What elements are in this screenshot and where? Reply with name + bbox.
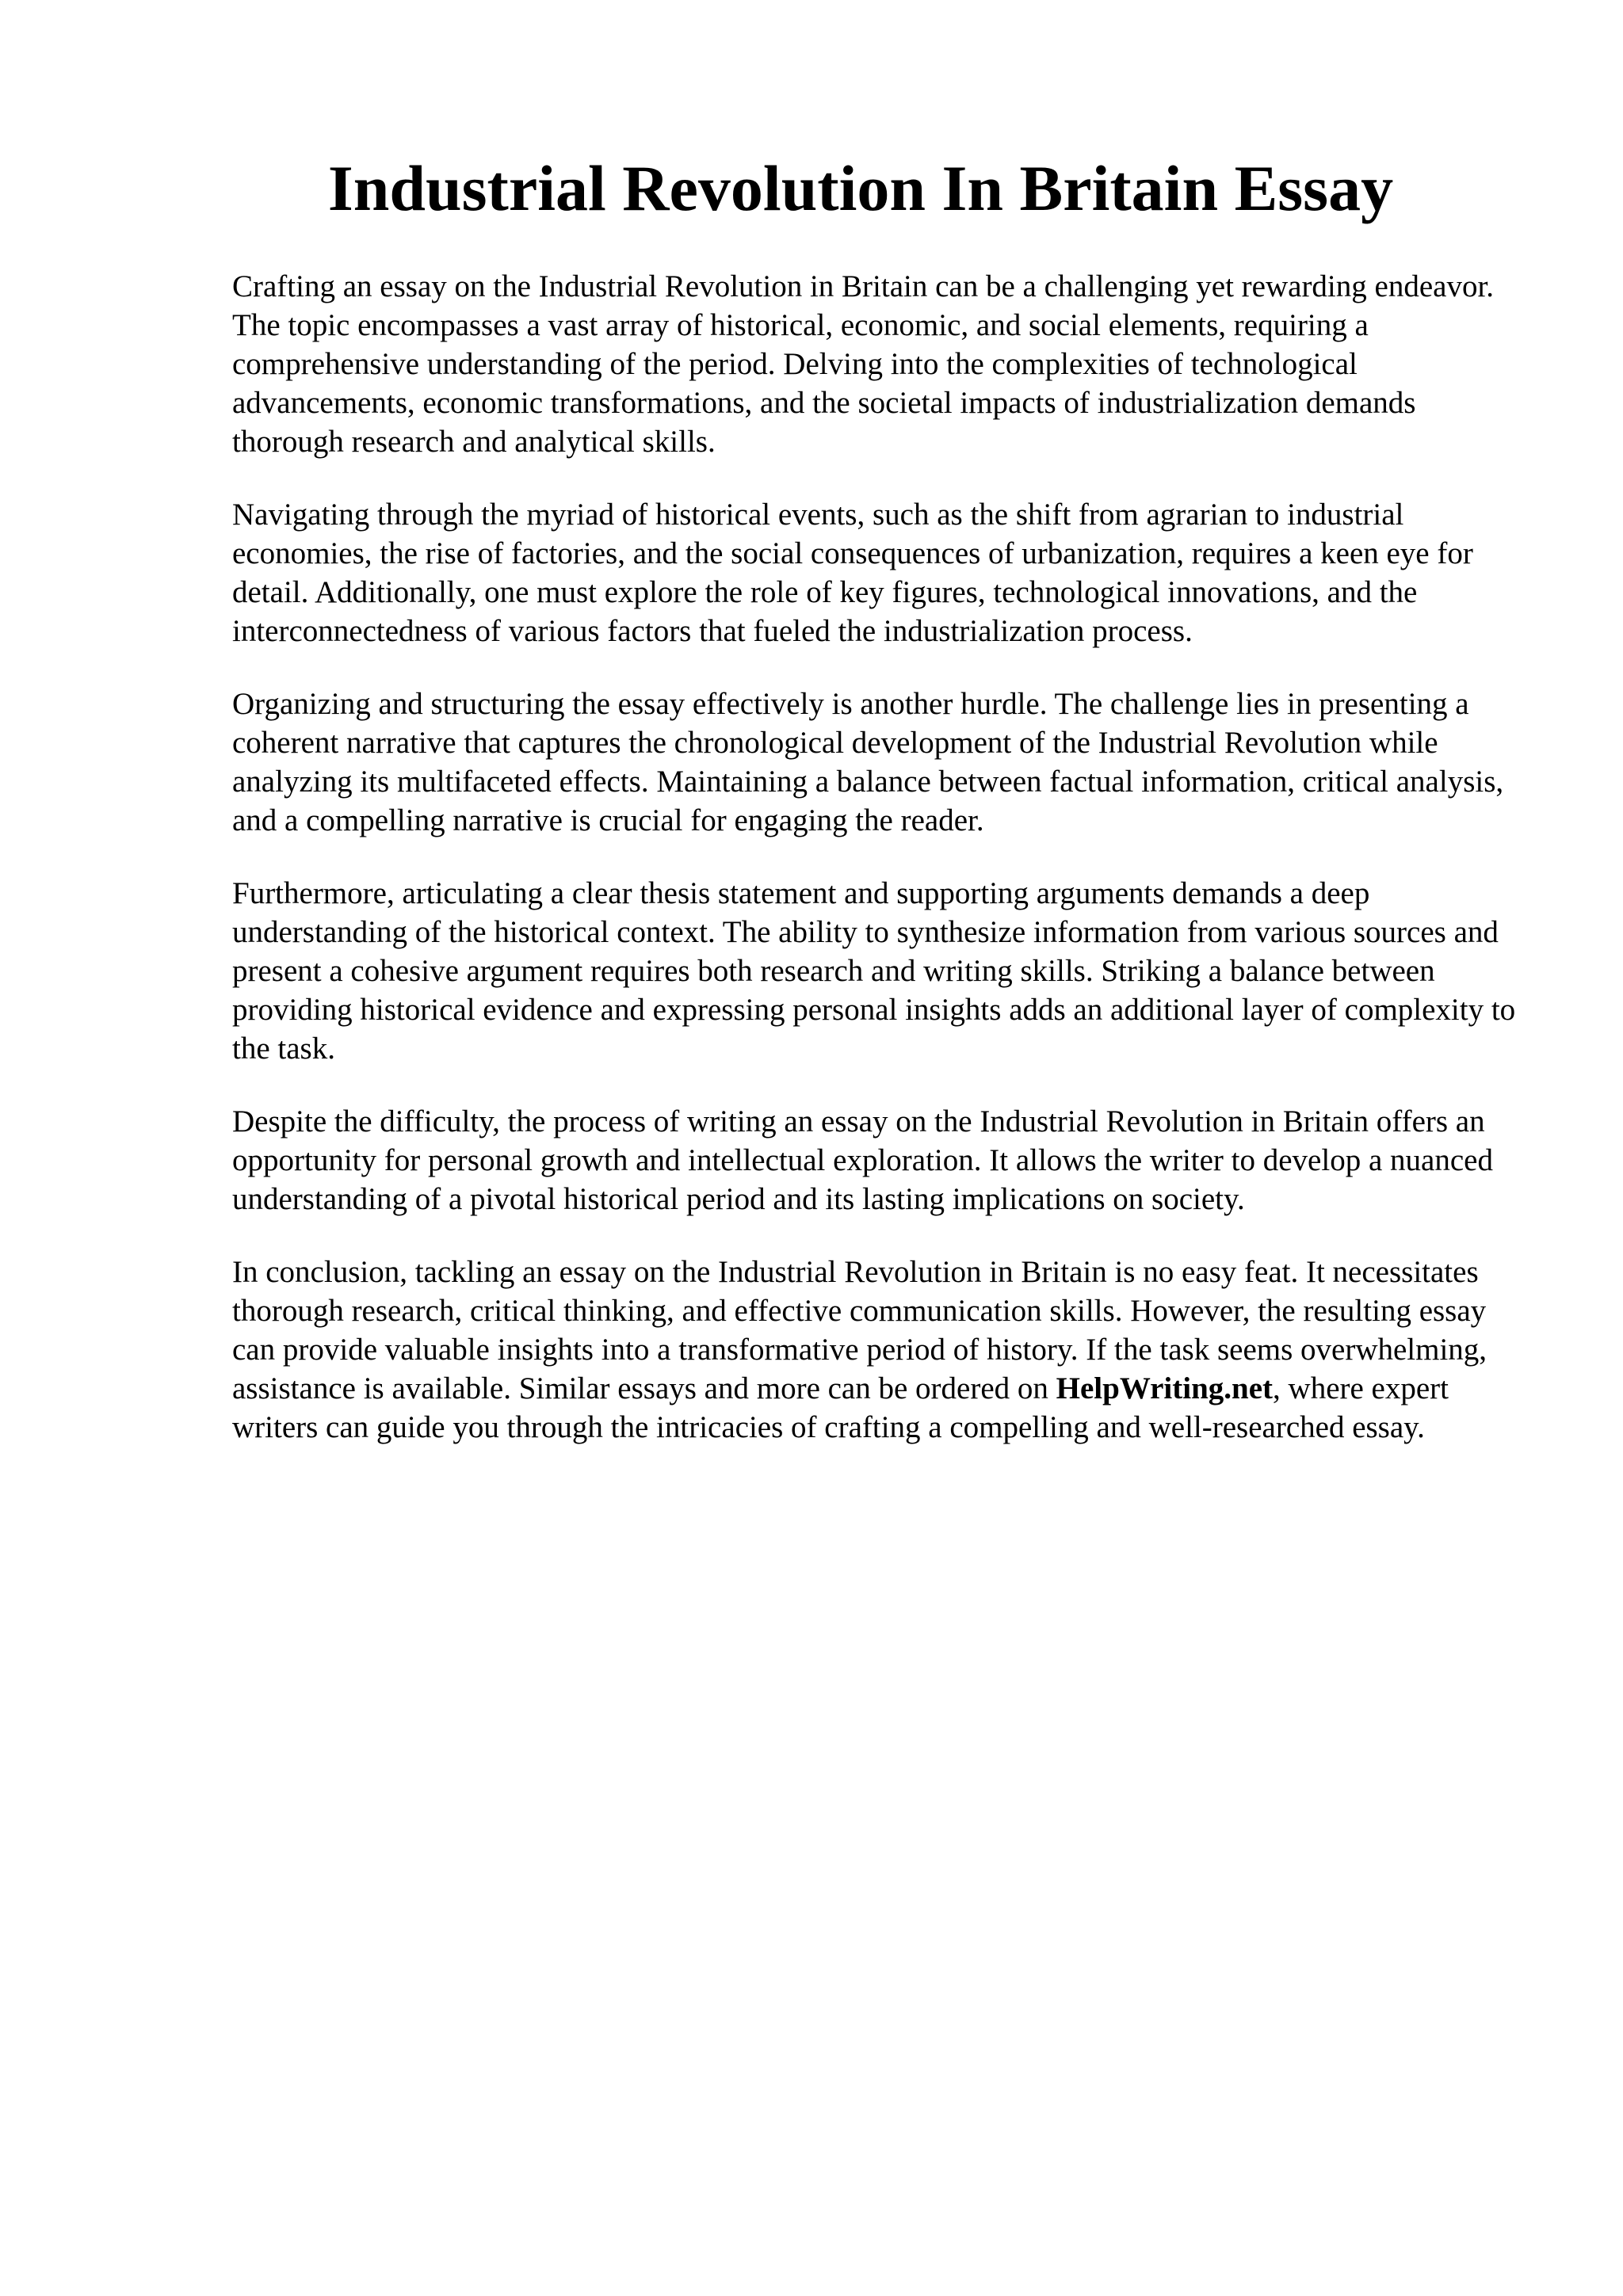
paragraph-historical-events: Navigating through the myriad of historical events, such as the shift from agrarian to industrial economies, the rise of factories, and the social consequences of urbanization, requires a keen eye for detail. Additionally, one must explore the role of key figures, technological innovations, and the interconnectedness of various factors that fueled the industrialization process. (232, 498, 1473, 648)
paragraph-growth: Despite the difficulty, the process of writing an essay on the Industrial Revolution in Britain offers an opportunity for personal growth and intellectual exploration. It allows the writer to develop a nuanced understanding of a pivotal historical period and its lasting implications on society. (232, 1104, 1493, 1216)
document-title: Industrial Revolution In Britain Essay (327, 152, 1394, 224)
paragraph-structure: Organizing and structuring the essay effectively is another hurdle. The challenge lies in presenting a coherent narrative that captures the chronological development of the Industrial Revolution while analyzing its multifaceted effects. Maintaining a balance between factual information, critical analysis, and a compelling narrative is crucial for engaging the reader. (232, 687, 1504, 837)
paragraph-thesis: Furthermore, articulating a clear thesis statement and supporting arguments demands a deep understanding of the historical context. The ability to synthesize information from various sources and present a cohesive argument requires both research and writing skills. Striking a balance between providing historical evidence and expressing personal insights adds an additional layer of complexity to the task. (232, 876, 1516, 1066)
document-body (232, 267, 1532, 1481)
conclusion-text-before: In conclusion, tackling an essay on the Industrial Revolution in Britain is no easy feat. It necessitates thorough research, critical thinking, and effective communication skills. However, the resulting essay can provide valuable insights into a transformative period of history. If the task seems overwhelming, assistance is available. Similar essays and more can be ordered on (232, 1255, 1487, 1405)
paragraph-conclusion (232, 1253, 1532, 1447)
paragraph-intro: Crafting an essay on the Industrial Revolution in Britain can be a challenging yet rewarding endeavor. The topic encompasses a vast array of historical, economic, and social elements, requiring a comprehensive understanding of the period. Delving into the complexities of technological advancements, economic transformations, and the societal impacts of industrialization demands thorough research and analytical skills. (232, 269, 1495, 459)
brand-name: HelpWriting.net (1056, 1371, 1274, 1405)
conclusion-text-after: , where expert writers can guide you through the intricacies of crafting a compelling and well-researched essay. (232, 1371, 1449, 1444)
